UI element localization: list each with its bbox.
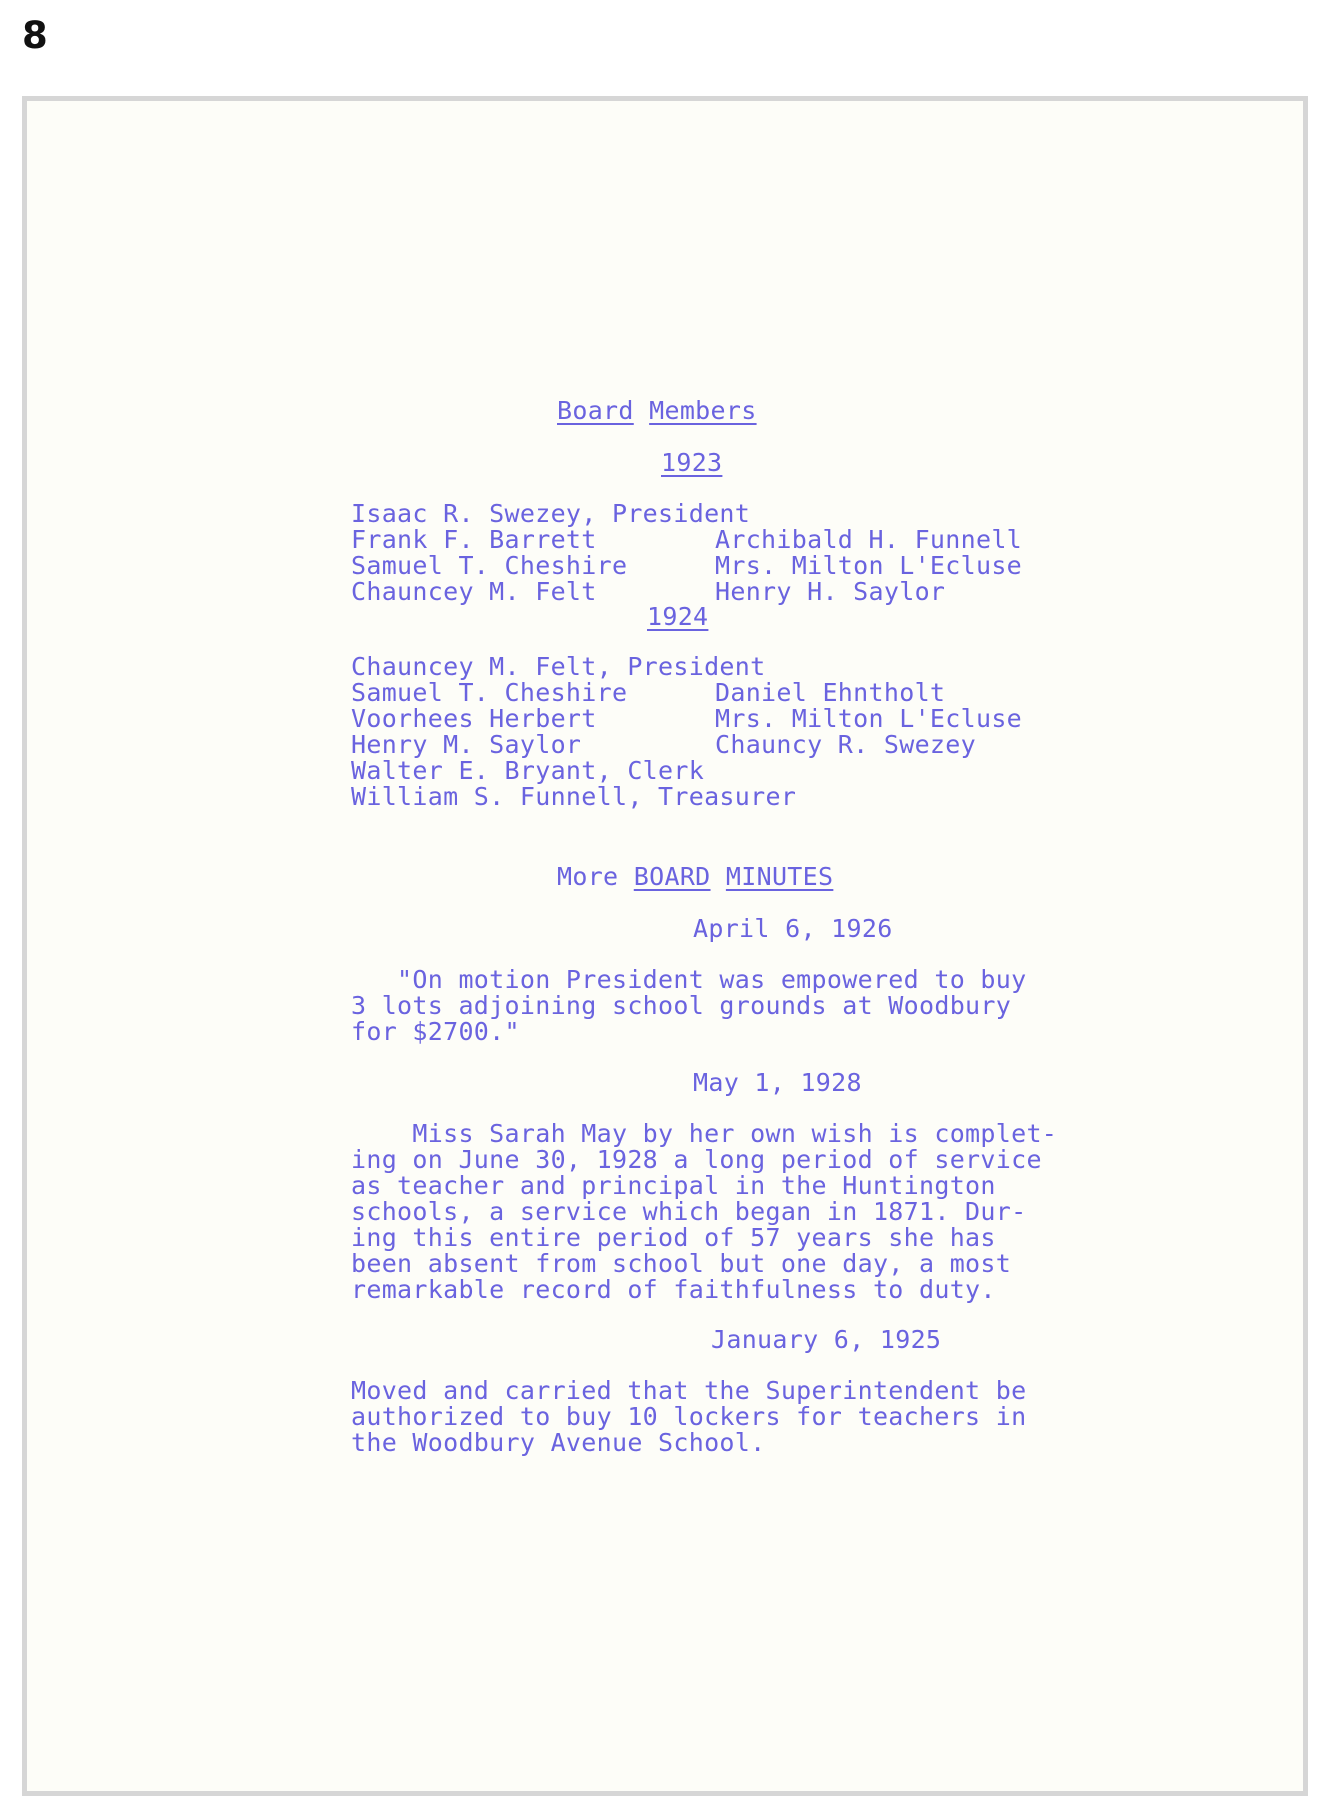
member-name: Mrs. Milton L'Ecluse [715, 551, 1023, 580]
minute-line: Moved and carried that the Superintendent be [351, 1376, 1027, 1405]
minute-line: been absent from school but one day, a most [351, 1249, 1012, 1278]
member-name: Chauncy R. Swezey [715, 730, 976, 759]
document-sheet [22, 96, 1308, 1796]
member-name: Frank F. Barrett [351, 525, 597, 554]
member-name: Samuel T. Cheshire [351, 551, 628, 580]
minute-line: remarkable record of faithfulness to duty. [351, 1275, 996, 1304]
member-name: Henry H. Saylor [715, 577, 946, 606]
board-members-heading [557, 398, 757, 424]
minute-line: authorized to buy 10 lockers for teachers in [351, 1402, 1027, 1431]
member-name: Chauncey M. Felt [351, 577, 597, 606]
member-name: Mrs. Milton L'Ecluse [715, 704, 1023, 733]
minute-date: January 6, 1925 [711, 1325, 942, 1354]
clerk-line: Walter E. Bryant, Clerk [351, 756, 705, 785]
member-name: Samuel T. Cheshire [351, 678, 628, 707]
minute-line: 3 lots adjoining school grounds at Woodbury [351, 991, 1012, 1020]
heading-word: Board [557, 396, 634, 425]
heading-word: Members [649, 396, 757, 425]
page-number: 8 [22, 14, 48, 57]
minute-line: Miss Sarah May by her own wish is complet- [351, 1119, 1058, 1148]
heading-word: BOARD [633, 862, 711, 891]
minute-line: the Woodbury Avenue School. [351, 1428, 766, 1457]
minute-line: schools, a service which began in 1871. Dur- [351, 1197, 1027, 1226]
minute-line: ing this entire period of 57 years she has [351, 1223, 996, 1252]
member-name: Henry M. Saylor [351, 730, 582, 759]
minute-line: for $2700." [351, 1017, 520, 1046]
year-1923-label: 1923 [661, 448, 723, 477]
minutes-heading [557, 864, 833, 890]
year-1924-label: 1924 [647, 602, 709, 631]
member-name: Archibald H. Funnell [715, 525, 1023, 554]
minute-line: "On motion President was empowered to buy [351, 965, 1027, 994]
president-1923: Isaac R. Swezey, President [351, 499, 751, 528]
president-1924: Chauncey M. Felt, President [351, 652, 766, 681]
heading-word: More [557, 862, 619, 891]
minute-line: ing on June 30, 1928 a long period of service [351, 1145, 1042, 1174]
minute-line: as teacher and principal in the Huntington [351, 1171, 996, 1200]
heading-word: MINUTES [725, 862, 834, 891]
minute-date: April 6, 1926 [693, 914, 893, 943]
member-name: Voorhees Herbert [351, 704, 597, 733]
treasurer-line: William S. Funnell, Treasurer [351, 782, 797, 811]
member-name: Daniel Ehntholt [715, 678, 946, 707]
minute-date: May 1, 1928 [693, 1068, 862, 1097]
